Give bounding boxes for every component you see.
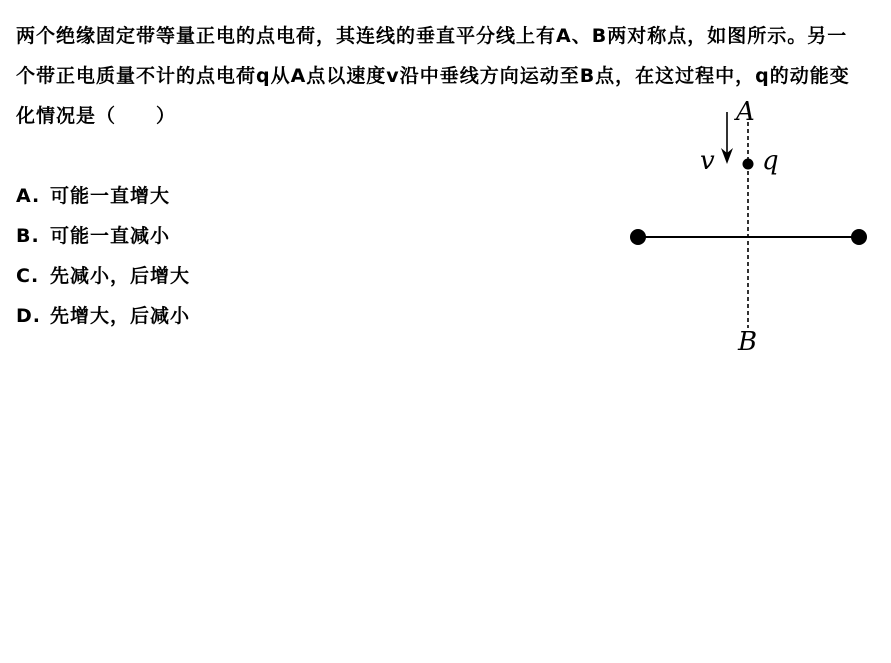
charge-diagram (620, 96, 880, 366)
option-b-letter: B. (16, 225, 40, 247)
label-a: A (736, 97, 755, 127)
velocity-arrow-icon (721, 112, 733, 164)
left-point-charge (630, 229, 646, 245)
option-c[interactable] (16, 256, 190, 296)
label-q: q (762, 146, 779, 176)
label-v: v (700, 146, 715, 176)
question-stem: 两个绝缘固定带等量正电的点电荷，其连线的垂直平分线上有A、B两对称点，如图所示。另一个带正电质量不计的点电荷q从A点以速度v沿中垂线方向运动至B点，在这过程中，q的动能变化情况是（ ） (16, 25, 850, 127)
option-c-text: 先减小，后增大 (50, 265, 191, 287)
answer-options (16, 176, 190, 336)
label-b: B (738, 327, 758, 357)
option-d[interactable] (16, 296, 190, 336)
option-b-text: 可能一直减小 (50, 225, 171, 247)
option-d-text: 先增大，后减小 (50, 305, 191, 327)
option-c-letter: C. (16, 265, 40, 287)
option-b[interactable] (16, 216, 190, 256)
option-a-text: 可能一直增大 (50, 185, 171, 207)
test-charge-q (743, 159, 754, 170)
right-point-charge (851, 229, 867, 245)
option-d-letter: D. (16, 305, 41, 327)
option-a-letter: A. (16, 185, 41, 207)
option-a[interactable] (16, 176, 190, 216)
